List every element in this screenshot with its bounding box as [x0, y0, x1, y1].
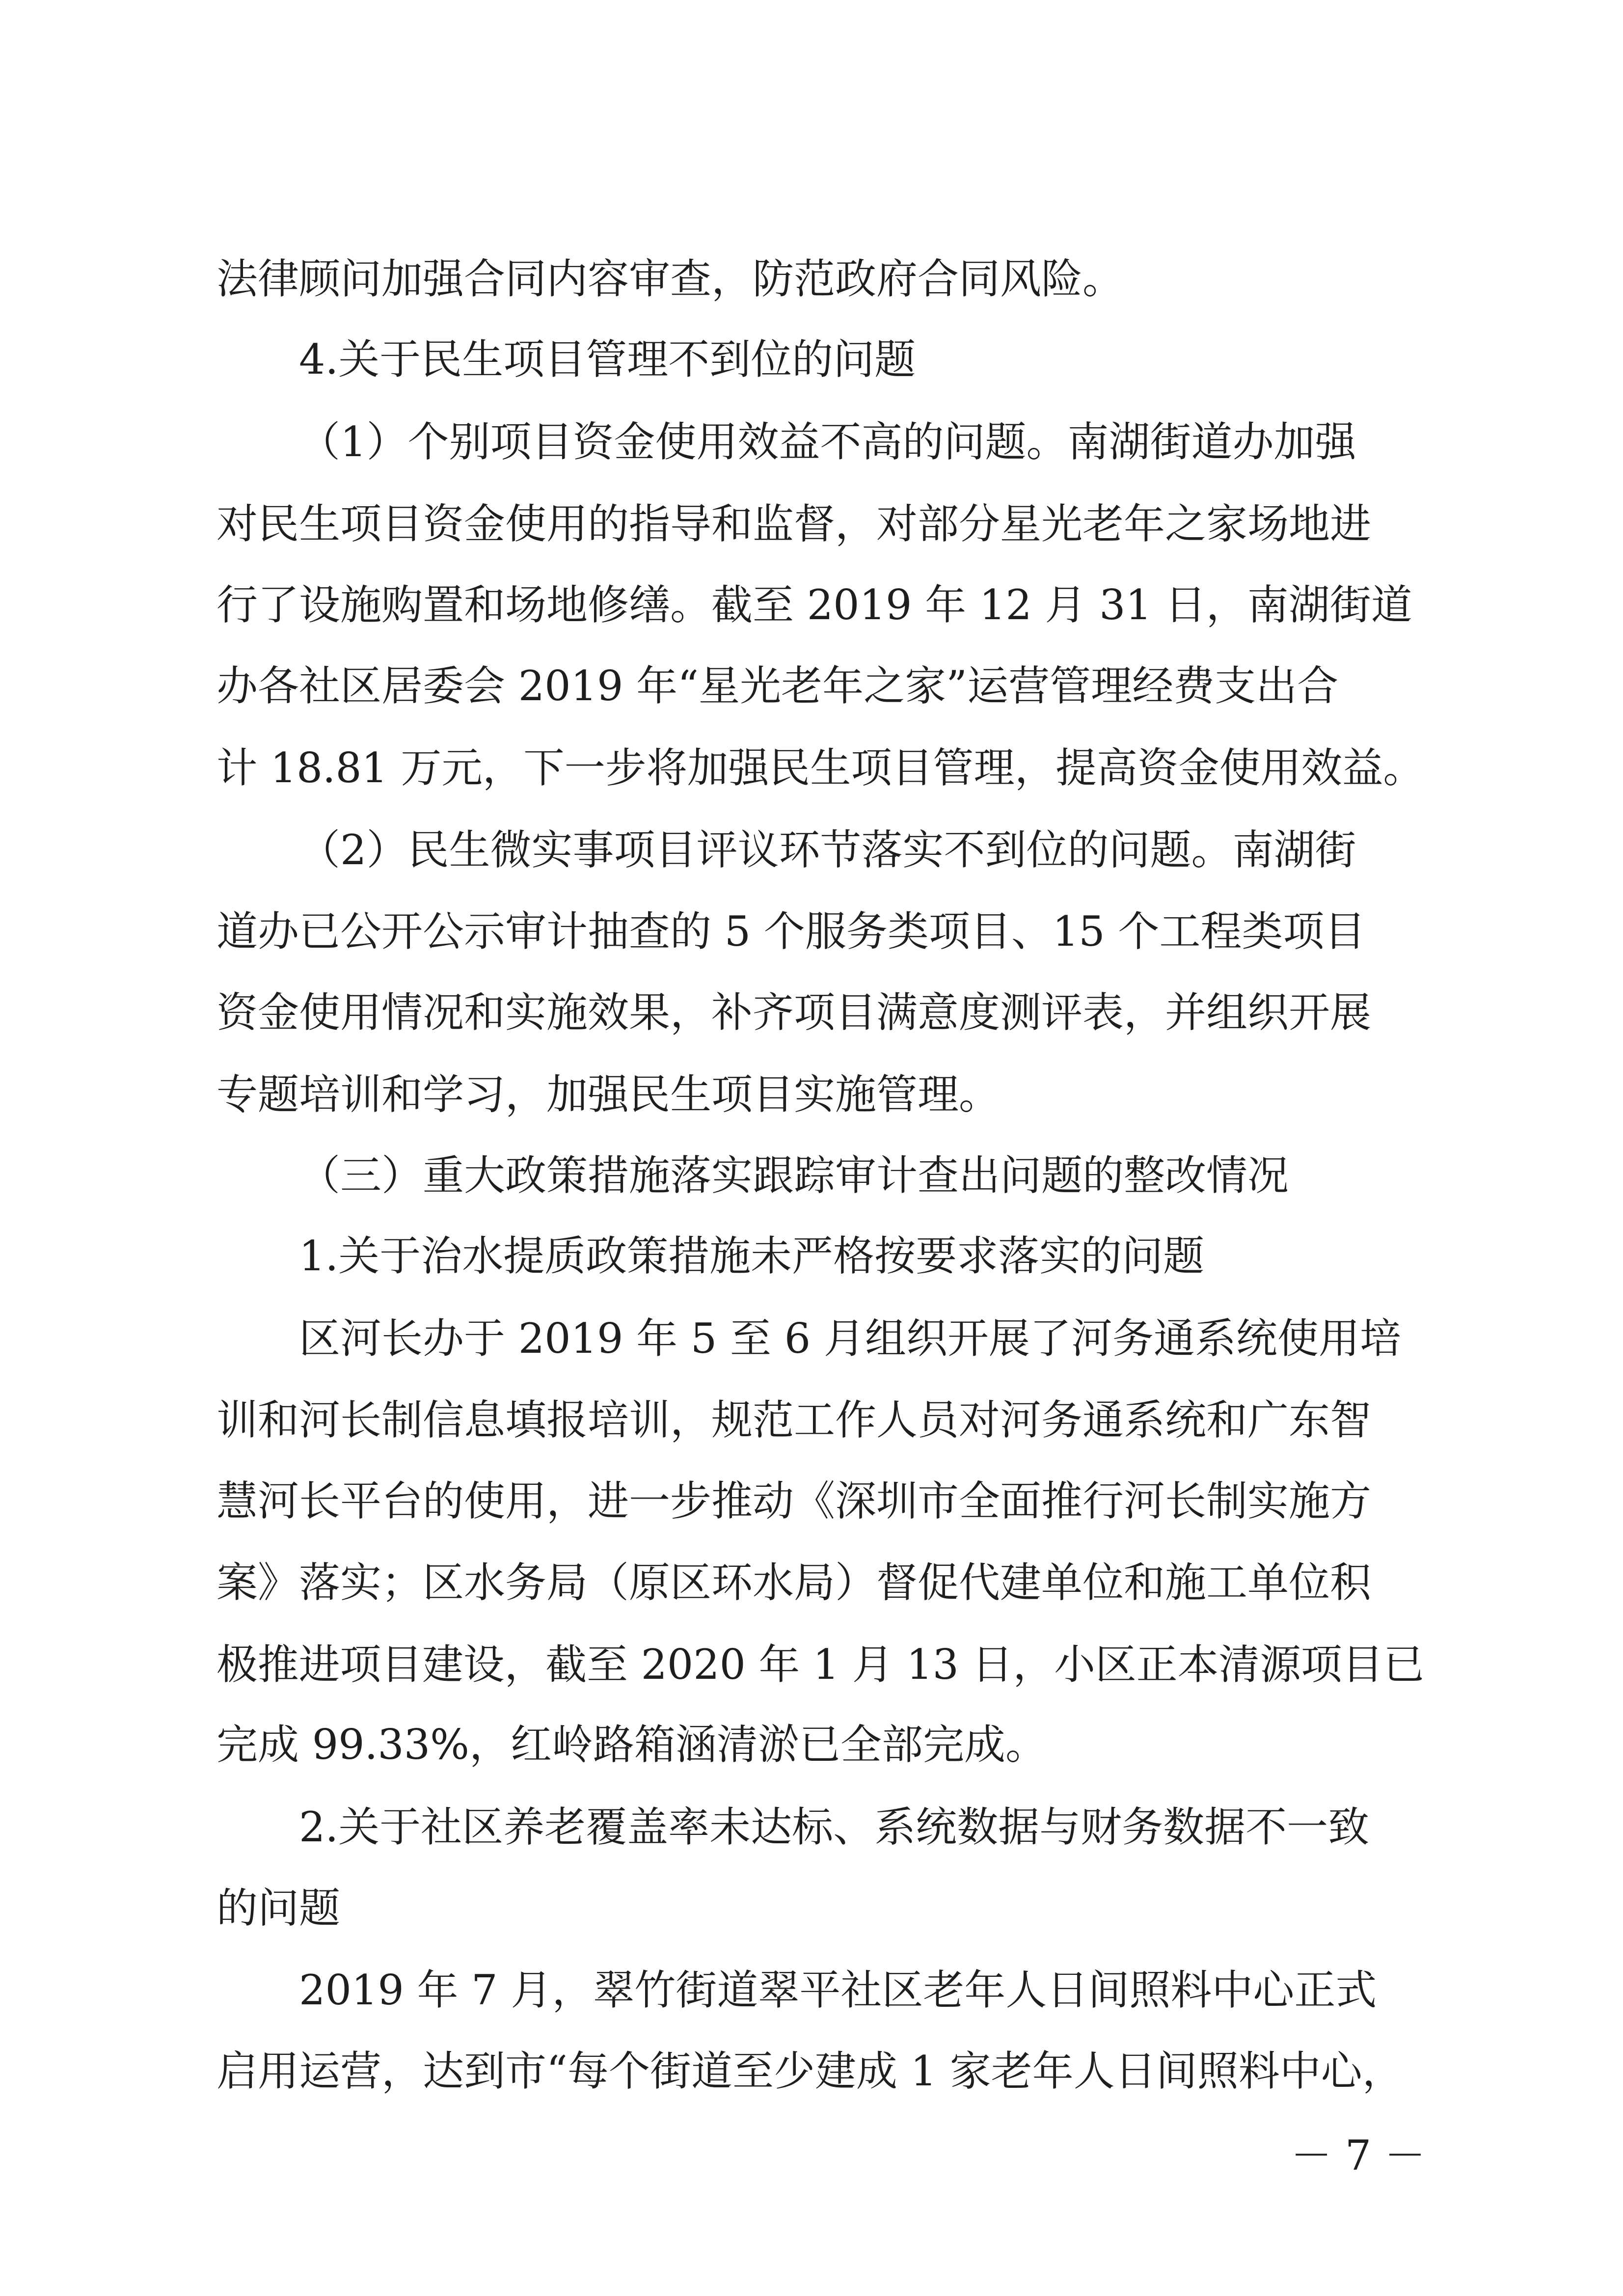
paragraph-line: 2019 年 7 月，翠竹街道翠平社区老年人日间照料中心正式 — [299, 1966, 1377, 2014]
paragraph-line: 法律顾问加强合同内容审查，防范政府合同风险。 — [216, 255, 1124, 303]
paragraph-line: （2）民生微实事项目评议环节落实不到位的问题。南湖街 — [299, 826, 1356, 874]
paragraph-line: 对民生项目资金使用的指导和监督，对部分星光老年之家场地进 — [216, 500, 1372, 548]
paragraph-line: 完成 99.33%，红岭路箱涵清淤已全部完成。 — [216, 1721, 1047, 1769]
paragraph-line: 道办已公开公示审计抽查的 5 个服务类项目、15 个工程类项目 — [216, 907, 1366, 956]
section-heading: 1.关于治水提质政策措施未严格按要求落实的问题 — [299, 1232, 1205, 1280]
paragraph-line: 行了设施购置和场地修缮。截至 2019 年 12 月 31 日，南湖街道 — [216, 581, 1412, 629]
section-heading: 的问题 — [216, 1884, 341, 1932]
paragraph-line: 区河长办于 2019 年 5 至 6 月组织开展了河务通系统使用培 — [299, 1314, 1401, 1363]
paragraph-line: 训和河长制信息填报培训，规范工作人员对河务通系统和广东智 — [216, 1396, 1372, 1444]
paragraph-line: 案》落实；区水务局（原区环水局）督促代建单位和施工单位积 — [216, 1558, 1372, 1607]
section-heading: 4.关于民生项目管理不到位的问题 — [299, 335, 916, 383]
paragraph-line: 启用运营，达到市“每个街道至少建成 1 家老年人日间照料中心， — [216, 2047, 1404, 2095]
paragraph-line: 极推进项目建设，截至 2020 年 1 月 13 日，小区正本清源项目已 — [216, 1640, 1425, 1689]
section-heading: （三）重大政策措施落实跟踪审计查出问题的整改情况 — [299, 1151, 1289, 1200]
paragraph-line: （1）个别项目资金使用效益不高的问题。南湖街道办加强 — [299, 418, 1356, 466]
paragraph-line: 资金使用情况和实施效果，补齐项目满意度测评表，并组织开展 — [216, 988, 1372, 1037]
paragraph-line: 专题培训和学习，加强民生项目实施管理。 — [216, 1070, 1001, 1119]
paragraph-line: 办各社区居委会 2019 年“星光老年之家”运营管理经费支出合 — [216, 662, 1339, 710]
paragraph-line: 计 18.81 万元，下一步将加强民生项目管理，提高资金使用效益。 — [216, 744, 1424, 792]
section-heading: 2.关于社区养老覆盖率未达标、系统数据与财务数据不一致 — [299, 1803, 1370, 1851]
paragraph-line: 慧河长平台的使用，进一步推动《深圳市全面推行河长制实施方 — [216, 1477, 1372, 1525]
page-number: － 7 － — [1291, 2132, 1426, 2180]
